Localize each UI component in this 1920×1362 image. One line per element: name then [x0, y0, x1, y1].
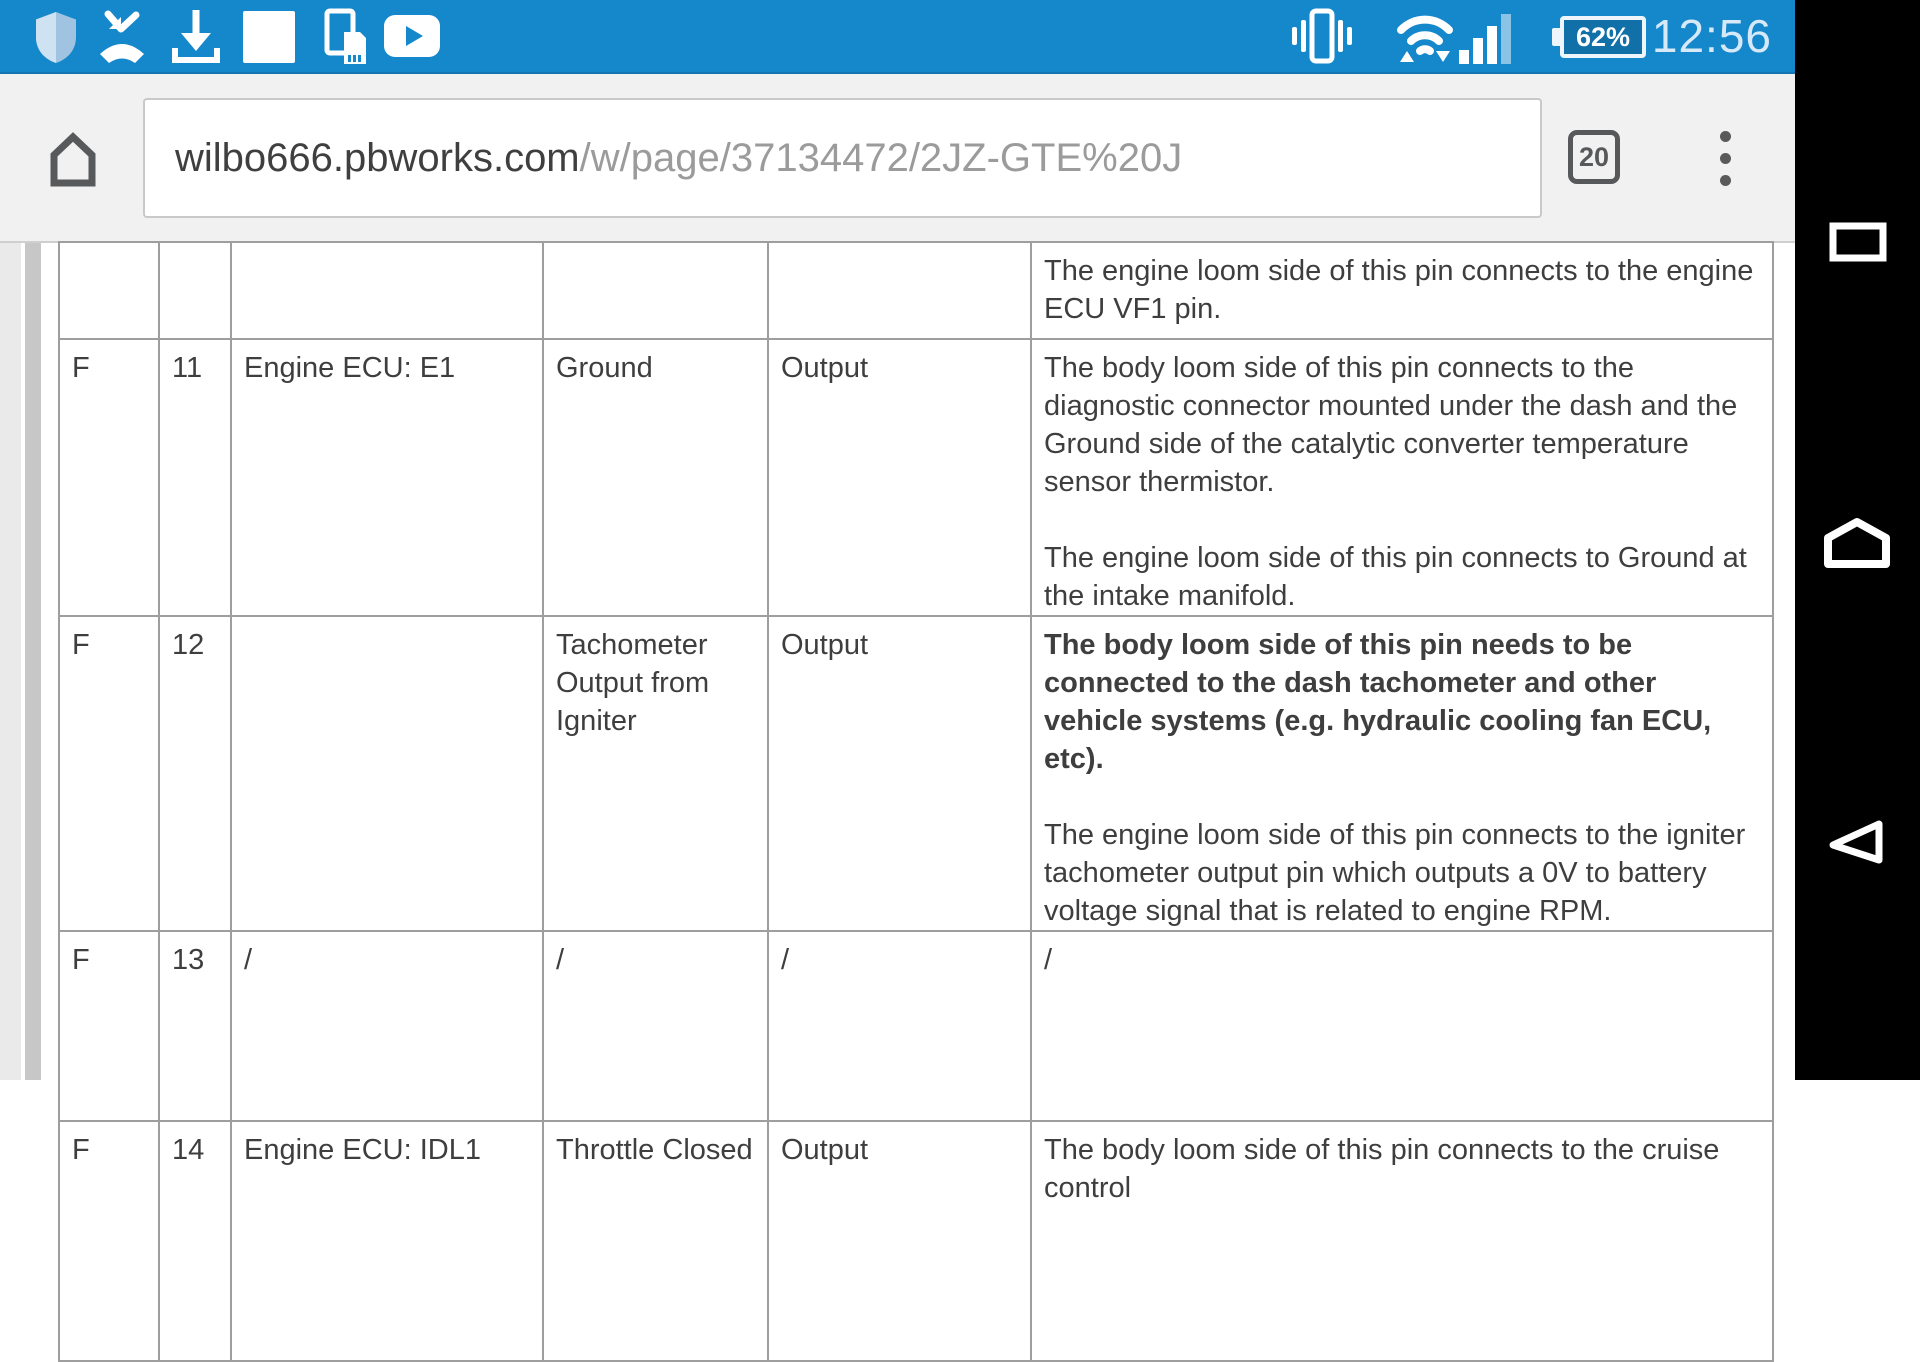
table-row: [59, 242, 1773, 339]
android-navigation-bar: [1795, 0, 1920, 1080]
cell-pin: [159, 242, 231, 339]
cell-function: /: [543, 931, 768, 1121]
cell-direction: [768, 242, 1031, 339]
description-paragraph: The body loom side of this pin connects to the diagnostic connector mounted under the dash and the Ground side of the catalytic converter temperature sensor thermistor.: [1044, 352, 1738, 498]
cell-name: /: [231, 931, 543, 1121]
description-paragraph: The engine loom side of this pin connects to the igniter tachometer output pin which outputs a 0V to battery voltage signal that is related to engine RPM.: [1044, 819, 1746, 927]
clock: 12:56: [1651, 10, 1772, 62]
pinout-table-body: [59, 242, 1773, 1361]
web-page-content: [0, 243, 1795, 1204]
cell-direction: /: [768, 931, 1031, 1121]
pinout-table: [58, 241, 1774, 1362]
cell-function: Throttle Closed: [543, 1121, 768, 1361]
cell-connector: F: [59, 616, 159, 931]
vibrate-icon: [1290, 8, 1354, 66]
scrollbar-track[interactable]: [0, 243, 21, 1080]
table-row: [59, 1121, 1773, 1361]
back-button[interactable]: [1827, 820, 1885, 866]
url-bar[interactable]: [143, 98, 1542, 218]
table-row: [59, 616, 1773, 931]
home-button[interactable]: [1823, 516, 1891, 568]
cell-function: Ground: [543, 339, 768, 616]
description-paragraph: The body loom side of this pin connects to the cruise control: [1044, 1134, 1720, 1204]
description-paragraph: The engine loom side of this pin connects to the engine ECU VF1 pin.: [1044, 255, 1754, 325]
battery-cap: [1552, 28, 1560, 46]
cell-name: Engine ECU: IDL1: [231, 1121, 543, 1361]
cell-pin: 12: [159, 616, 231, 931]
cell-connector: F: [59, 1121, 159, 1361]
cell-description: [1031, 339, 1773, 616]
recents-button[interactable]: [1829, 222, 1887, 262]
cell-description: [1031, 242, 1773, 339]
description-paragraph: The engine loom side of this pin connects to Ground at the intake manifold.: [1044, 542, 1747, 612]
browser-toolbar: [0, 74, 1795, 243]
cell-direction: Output: [768, 616, 1031, 931]
cell-name: [231, 242, 543, 339]
cell-description: [1031, 931, 1773, 1121]
cell-connector: F: [59, 339, 159, 616]
cell-pin: 13: [159, 931, 231, 1121]
cell-pin: 14: [159, 1121, 231, 1361]
cell-description: [1031, 616, 1773, 931]
table-row: [59, 339, 1773, 616]
cell-name: [231, 616, 543, 931]
download-icon: [170, 8, 222, 64]
missed-call-icon: [96, 10, 148, 64]
screenshot-square-icon: [243, 11, 295, 63]
battery-percent: 62%: [1560, 16, 1646, 58]
table-row: [59, 931, 1773, 1121]
cell-function: [543, 242, 768, 339]
tab-switcher-button[interactable]: 20: [1568, 130, 1620, 184]
menu-dot: [1720, 153, 1731, 164]
cell-description: [1031, 1121, 1773, 1361]
url-domain: wilbo666.pbworks.com: [175, 136, 580, 180]
cell-connector: [59, 242, 159, 339]
cell-pin: 11: [159, 339, 231, 616]
cell-direction: Output: [768, 339, 1031, 616]
menu-dot: [1720, 175, 1731, 186]
menu-dot: [1720, 131, 1731, 142]
home-icon[interactable]: [46, 131, 100, 187]
youtube-icon: [384, 15, 440, 57]
signal-strength-icon: [1457, 10, 1515, 64]
url-path: /w/page/37134472/2JZ-GTE%20J: [579, 136, 1183, 180]
description-paragraph: /: [1044, 944, 1053, 976]
shield-icon: [33, 11, 79, 63]
status-bar: [0, 0, 1795, 74]
cell-direction: Output: [768, 1121, 1031, 1361]
cell-function: Tachometer Output from Igniter: [543, 616, 768, 931]
battery-icon: [1552, 16, 1646, 58]
wifi-icon: [1395, 8, 1455, 62]
cell-connector: F: [59, 931, 159, 1121]
scrollbar-thumb[interactable]: [25, 243, 41, 1080]
phone-storage-icon: [324, 8, 368, 66]
description-paragraph: The body loom side of this pin needs to be connected to the dash tachometer and other vehicle systems (e.g. hydraulic cooling fan ECU, etc).: [1044, 629, 1712, 775]
cell-name: Engine ECU: E1: [231, 339, 543, 616]
